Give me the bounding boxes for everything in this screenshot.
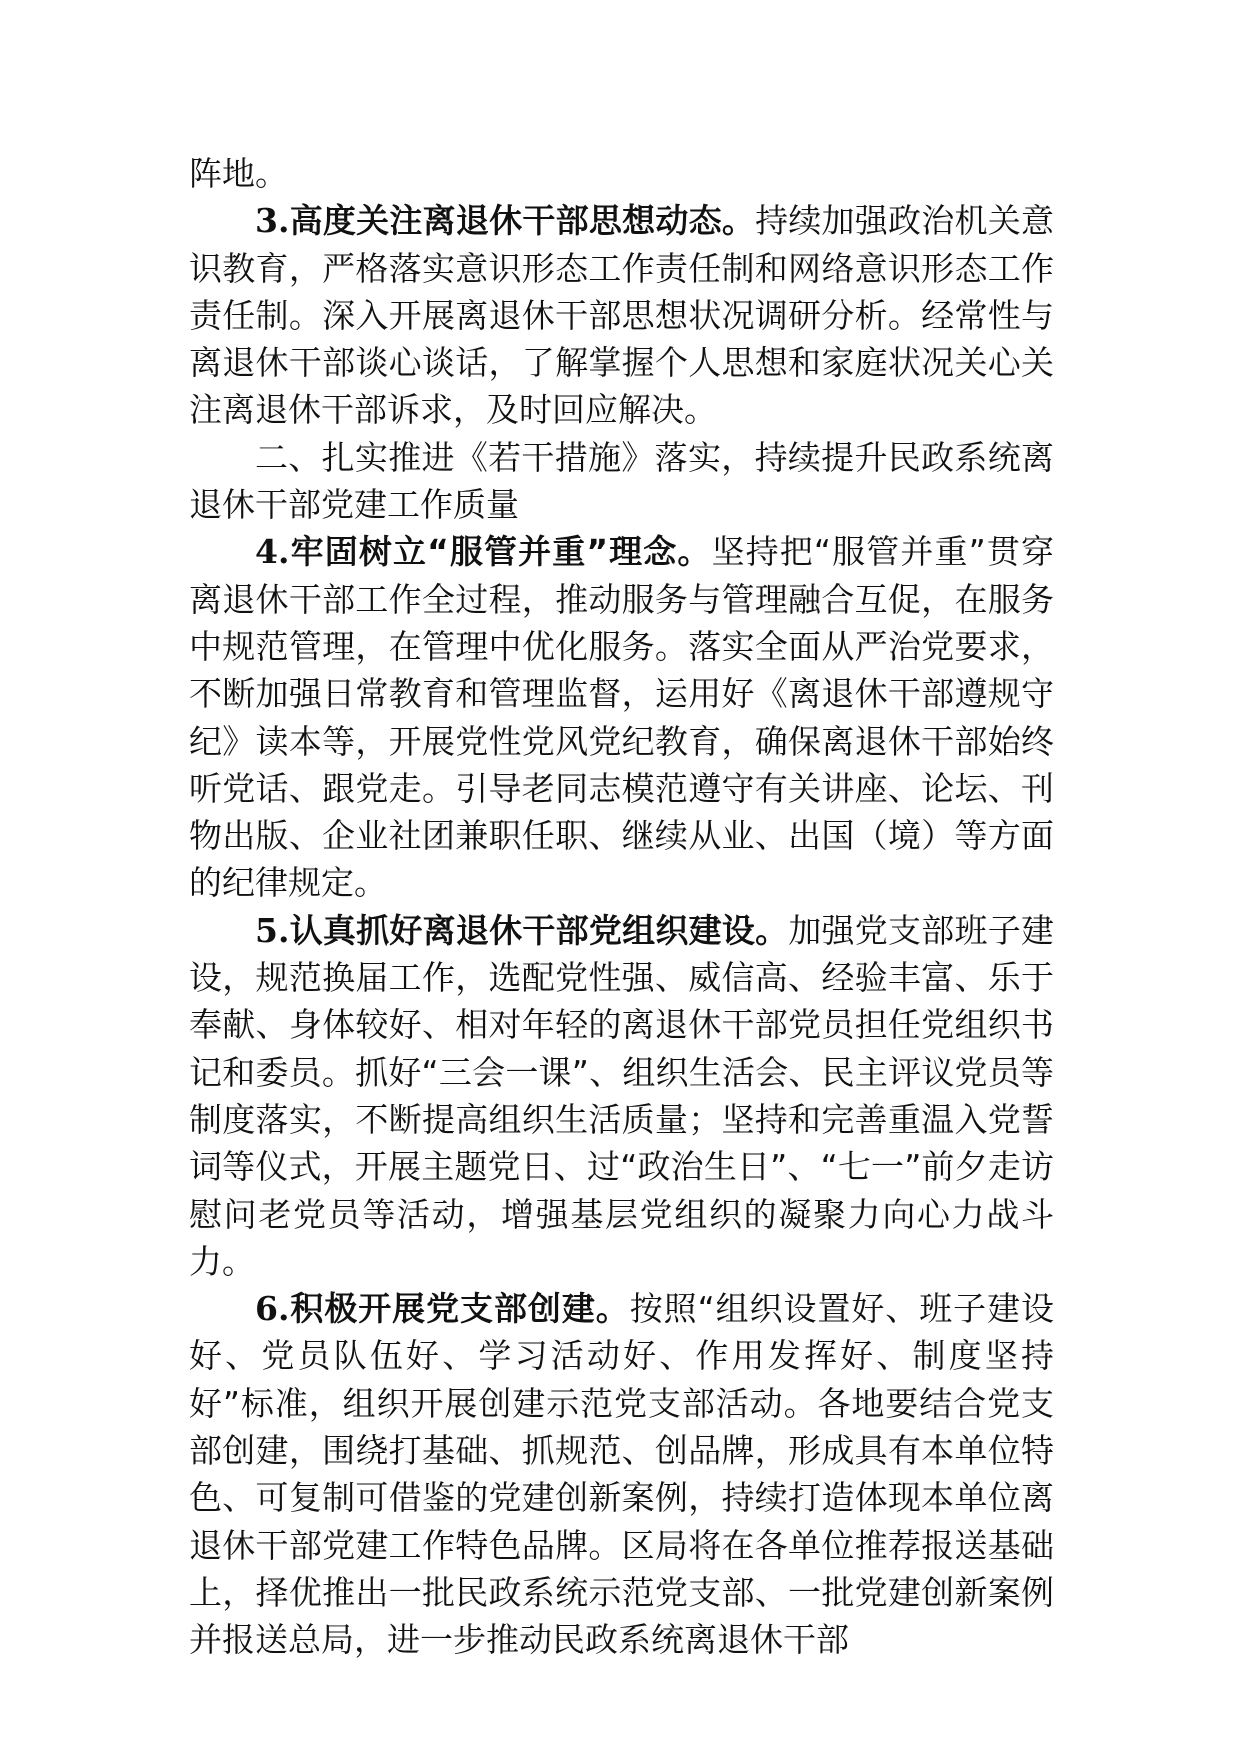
item-3-paragraph xyxy=(189,197,1054,433)
item-5-title: 认真抓好离退休干部党组织建设。 xyxy=(289,910,789,950)
section-heading: 二、扎实推进《若干措施》落实，持续提升民政系统离退休干部党建工作质量 xyxy=(189,437,1054,525)
item-5-body: 加强党支部班子建设，规范换届工作，选配党性强、威信高、经验丰富、乐于奉献、身体较好、相对年轻的离退休干部党员担任党组织书记和委员。抓好“三会一课”、组织生活会、民主评议党员等制度落实，不断提高组织生活质量；坚持和完善重温入党誓词等仪式，开展主题党日、过“政治生日”、“七一”前夕走访慰问老党员等活动，增强基层党组织的凝聚力向心力战斗力。 xyxy=(189,910,1055,1281)
item-4-title: 牢固树立“服管并重”理念。 xyxy=(289,532,712,572)
item-4-paragraph xyxy=(189,528,1054,906)
item-3-body: 持续加强政治机关意识教育，严格落实意识形态工作责任制和网络意识形态工作责任制。深入开展离退休干部思想状况调研分析。经常性与离退休干部谈心谈话，了解掌握个人思想和家庭状况关心关注离退休干部诉求，及时回应解决。 xyxy=(189,201,1055,430)
item-4-heading xyxy=(255,532,712,571)
item-4-body: 坚持把“服管并重”贯穿离退休干部工作全过程，推动服务与管理融合互促，在服务中规范管理，在管理中优化服务。落实全面从严治党要求，不断加强日常教育和管理监督，运用好《离退休干部遵规守纪》读本等，开展党性党风党纪教育，确保离退休干部始终听党话、跟党走。引导老同志模范遵守有关讲座、论坛、刊物出版、企业社团兼职任职、继续从业、出国（境）等方面的纪律规定。 xyxy=(189,532,1054,903)
item-3-heading xyxy=(255,201,755,240)
item-5-number: 5. xyxy=(255,910,290,950)
item-6-title: 积极开展党支部创建。 xyxy=(289,1289,630,1329)
item-6-number: 6. xyxy=(255,1289,290,1329)
document-body xyxy=(189,150,1054,1664)
item-4-number: 4. xyxy=(255,532,290,572)
continuation-text: 阵地。 xyxy=(189,154,288,193)
item-5-paragraph xyxy=(189,907,1054,1285)
item-6-heading xyxy=(255,1289,630,1328)
item-6-paragraph xyxy=(189,1285,1054,1663)
item-6-body: 按照“组织设置好、班子建设好、党员队伍好、学习活动好、作用发挥好、制度坚持好”标准，组织开展创建示范党支部活动。各地要结合党支部创建，围绕打基础、抓规范、创品牌，形成具有本单位特色、可复制可借鉴的党建创新案例，持续打造体现本单位离退休干部党建工作特色品牌。区局将在各单位推荐报送基础上，择优推出一批民政系统示范党支部、一批党建创新案例并报送总局，进一步推动民政系统离退休干部 xyxy=(189,1289,1054,1660)
item-5-heading xyxy=(255,911,788,950)
item-3-title: 高度关注离退休干部思想动态。 xyxy=(289,201,756,241)
item-3-number: 3. xyxy=(255,201,290,241)
